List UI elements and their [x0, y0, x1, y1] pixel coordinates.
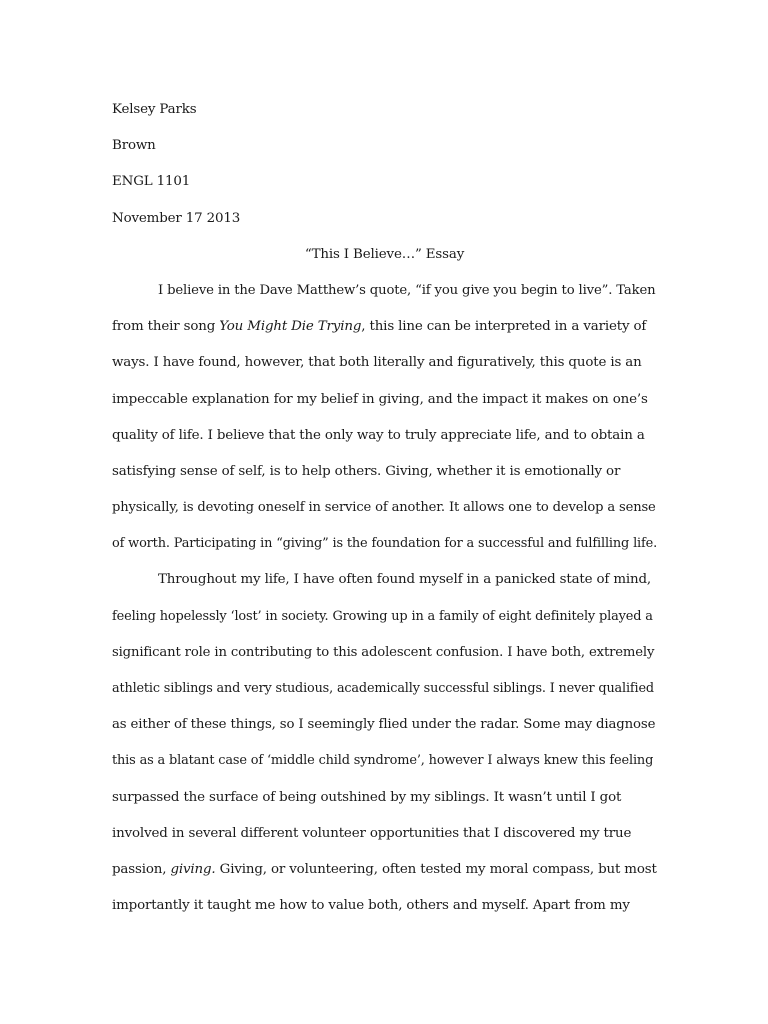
paragraph-line: satisfying sense of self, is to help others. Giving, whether it is emotionally or [112, 463, 621, 479]
course-code: ENGL 1101 [112, 174, 191, 190]
instructor-name: Brown [112, 138, 156, 154]
essay-page [112, 92, 657, 924]
paragraph-line: feeling hopelessly ‘lost’ in society. Growing up in a family of eight definitely played a [112, 608, 653, 624]
paragraph-line: ways. I have found, however, that both literally and figuratively, this quote is an [112, 355, 642, 371]
italic-text: You Might Die Trying [219, 319, 362, 335]
paragraph-line: as either of these things, so I seemingly flied under the radar. Some may diagnose [112, 717, 656, 733]
paragraph-line: surpassed the surface of being outshined by my siblings. It wasn’t until I got [112, 789, 622, 805]
paragraph-line: physically, is devoting oneself in service of another. It allows one to develop a sense [112, 500, 656, 516]
paragraph-line: importantly it taught me how to value both, others and myself. Apart from my [112, 898, 630, 914]
italic-text: giving. [170, 861, 216, 877]
paragraph-line: this as a blatant case of ‘middle child syndrome’, however I always knew this feeling [112, 753, 654, 769]
paragraph [112, 273, 657, 563]
paragraph-line: quality of life. I believe that the only way to truly appreciate life, and to obtain a [112, 427, 645, 443]
paragraph-line: athletic siblings and very studious, academically successful siblings. I never qualified [112, 681, 654, 696]
paragraph-line: I believe in the Dave Matthew’s quote, “if you give you begin to live”. Taken [158, 282, 656, 298]
essay-date: November 17 2013 [112, 210, 241, 226]
paragraph-line: Throughout my life, I have often found myself in a panicked state of mind, [158, 572, 652, 588]
paragraph-line: passion, giving. Giving, or volunteering, often tested my moral compass, but most [112, 861, 657, 877]
paragraph [112, 562, 657, 924]
paragraph-line: significant role in contributing to this adolescent confusion. I have both, extremely [112, 644, 655, 660]
paragraph-line: involved in several different volunteer opportunities that I discovered my true [112, 825, 632, 841]
paragraph-line: impeccable explanation for my belief in giving, and the impact it makes on one’s [112, 391, 648, 407]
essay-title: “This I Believe…” Essay [304, 246, 465, 262]
author-name: Kelsey Parks [112, 102, 197, 117]
essay-body [112, 273, 657, 924]
paragraph-line: from their song You Might Die Trying, this line can be interpreted in a variety of [112, 319, 647, 335]
paragraph-line: of worth. Participating in “giving” is the foundation for a successful and fulfilling life. [112, 536, 658, 552]
